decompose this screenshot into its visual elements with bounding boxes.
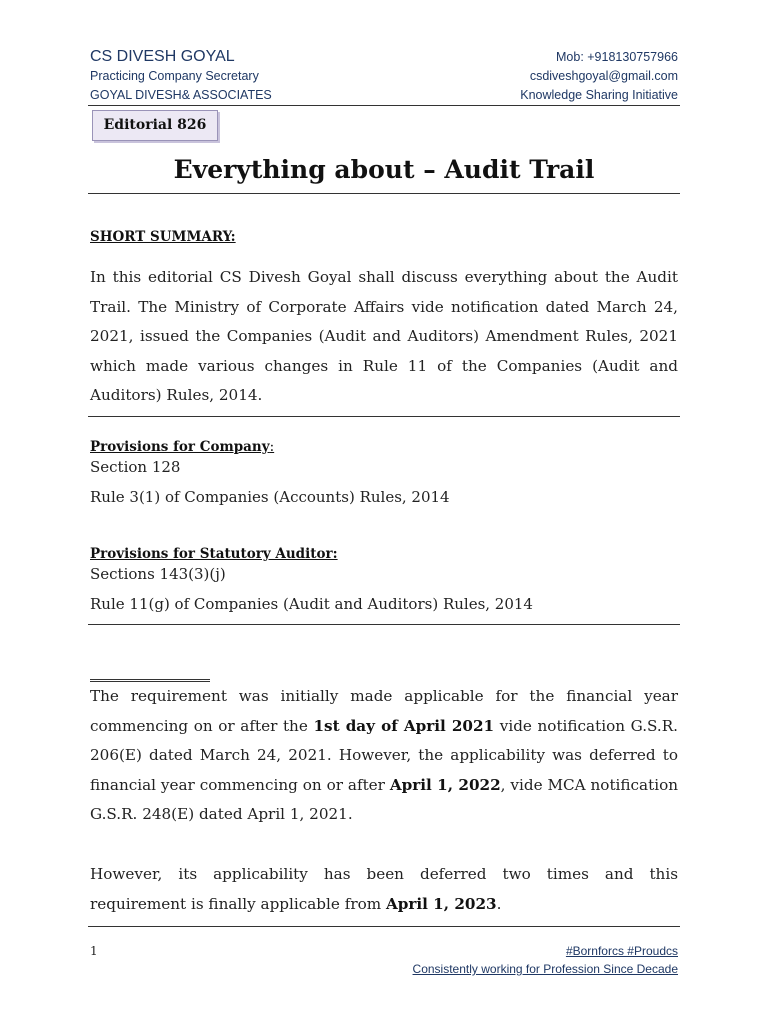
tagline-link[interactable]: Consistently working for Profession Since Decade xyxy=(412,962,678,976)
company-heading-colon: : xyxy=(269,439,275,455)
summary-text: In this editorial CS Divesh Goyal shall discuss everything about the Audit Trail. The Ministry of Corporate Affairs vide notification dated March 24, 2021, issued the Companies (Audit and Auditors) Amendment Rules, 2021 which made various changes in Rule 11 of the Companies (Audit and Auditors) Rules, 2014. xyxy=(90,268,678,404)
para2-text-1: However, its applicability has been deferred two times and this requirement is finally applicable from xyxy=(90,865,678,913)
provisions-divider xyxy=(88,624,680,625)
company-provision-2: Rule 3(1) of Companies (Accounts) Rules, 2014 xyxy=(90,488,450,506)
para1-bold-date-1: 1st day of April 2021 xyxy=(313,716,495,735)
applicability-paragraph xyxy=(90,682,678,830)
title-divider xyxy=(88,193,680,194)
para1-bold-date-2: April 1, 2022 xyxy=(389,775,501,794)
para1-text-2: vide notification G.S.R. 206(E) dated March 24, 2021. However, the applicability was deferred to financial year commencing on or after xyxy=(90,716,678,794)
author-name: CS DIVESH GOYAL xyxy=(90,48,235,65)
firm-name: GOYAL DIVESH& ASSOCIATES xyxy=(90,88,272,102)
email-address: csdiveshgoyal@gmail.com xyxy=(529,69,678,83)
auditor-provisions-heading: Provisions for Statutory Auditor: xyxy=(90,546,338,562)
company-heading-text: Provisions for Company xyxy=(90,439,270,455)
company-provision-1: Section 128 xyxy=(90,458,181,476)
header-divider xyxy=(88,105,680,106)
para1-text-1: The requirement was initially made applicable for the financial year commencing on or after the xyxy=(90,687,678,735)
footer-divider xyxy=(88,926,680,927)
page-number: 1 xyxy=(90,944,98,958)
footer-right xyxy=(413,942,678,978)
para2-text-2: . xyxy=(496,894,502,913)
initiative-label: Knowledge Sharing Initiative xyxy=(520,88,678,102)
summary-heading: SHORT SUMMARY: xyxy=(90,229,236,245)
deferral-paragraph xyxy=(90,860,678,919)
header-right xyxy=(520,47,678,105)
author-designation: Practicing Company Secretary xyxy=(90,69,259,83)
auditor-provision-1: Sections 143(3)(j) xyxy=(90,565,226,583)
page-title: Everything about – Audit Trail xyxy=(173,155,595,184)
para2-bold-date: April 1, 2023 xyxy=(385,894,497,913)
mobile-number: Mob: +918130757966 xyxy=(556,50,678,64)
para1-text-3: , vide MCA notification G.S.R. 248(E) dated April 1, 2021. xyxy=(90,775,678,823)
summary-divider xyxy=(88,416,680,417)
editorial-badge: Editorial 826 xyxy=(92,110,218,141)
header-left xyxy=(90,47,272,105)
hashtags-link[interactable]: #Bornforcs #Proudcs xyxy=(565,944,678,958)
company-provisions-heading xyxy=(90,439,274,455)
auditor-provision-2: Rule 11(g) of Companies (Audit and Auditors) Rules, 2014 xyxy=(90,595,533,613)
